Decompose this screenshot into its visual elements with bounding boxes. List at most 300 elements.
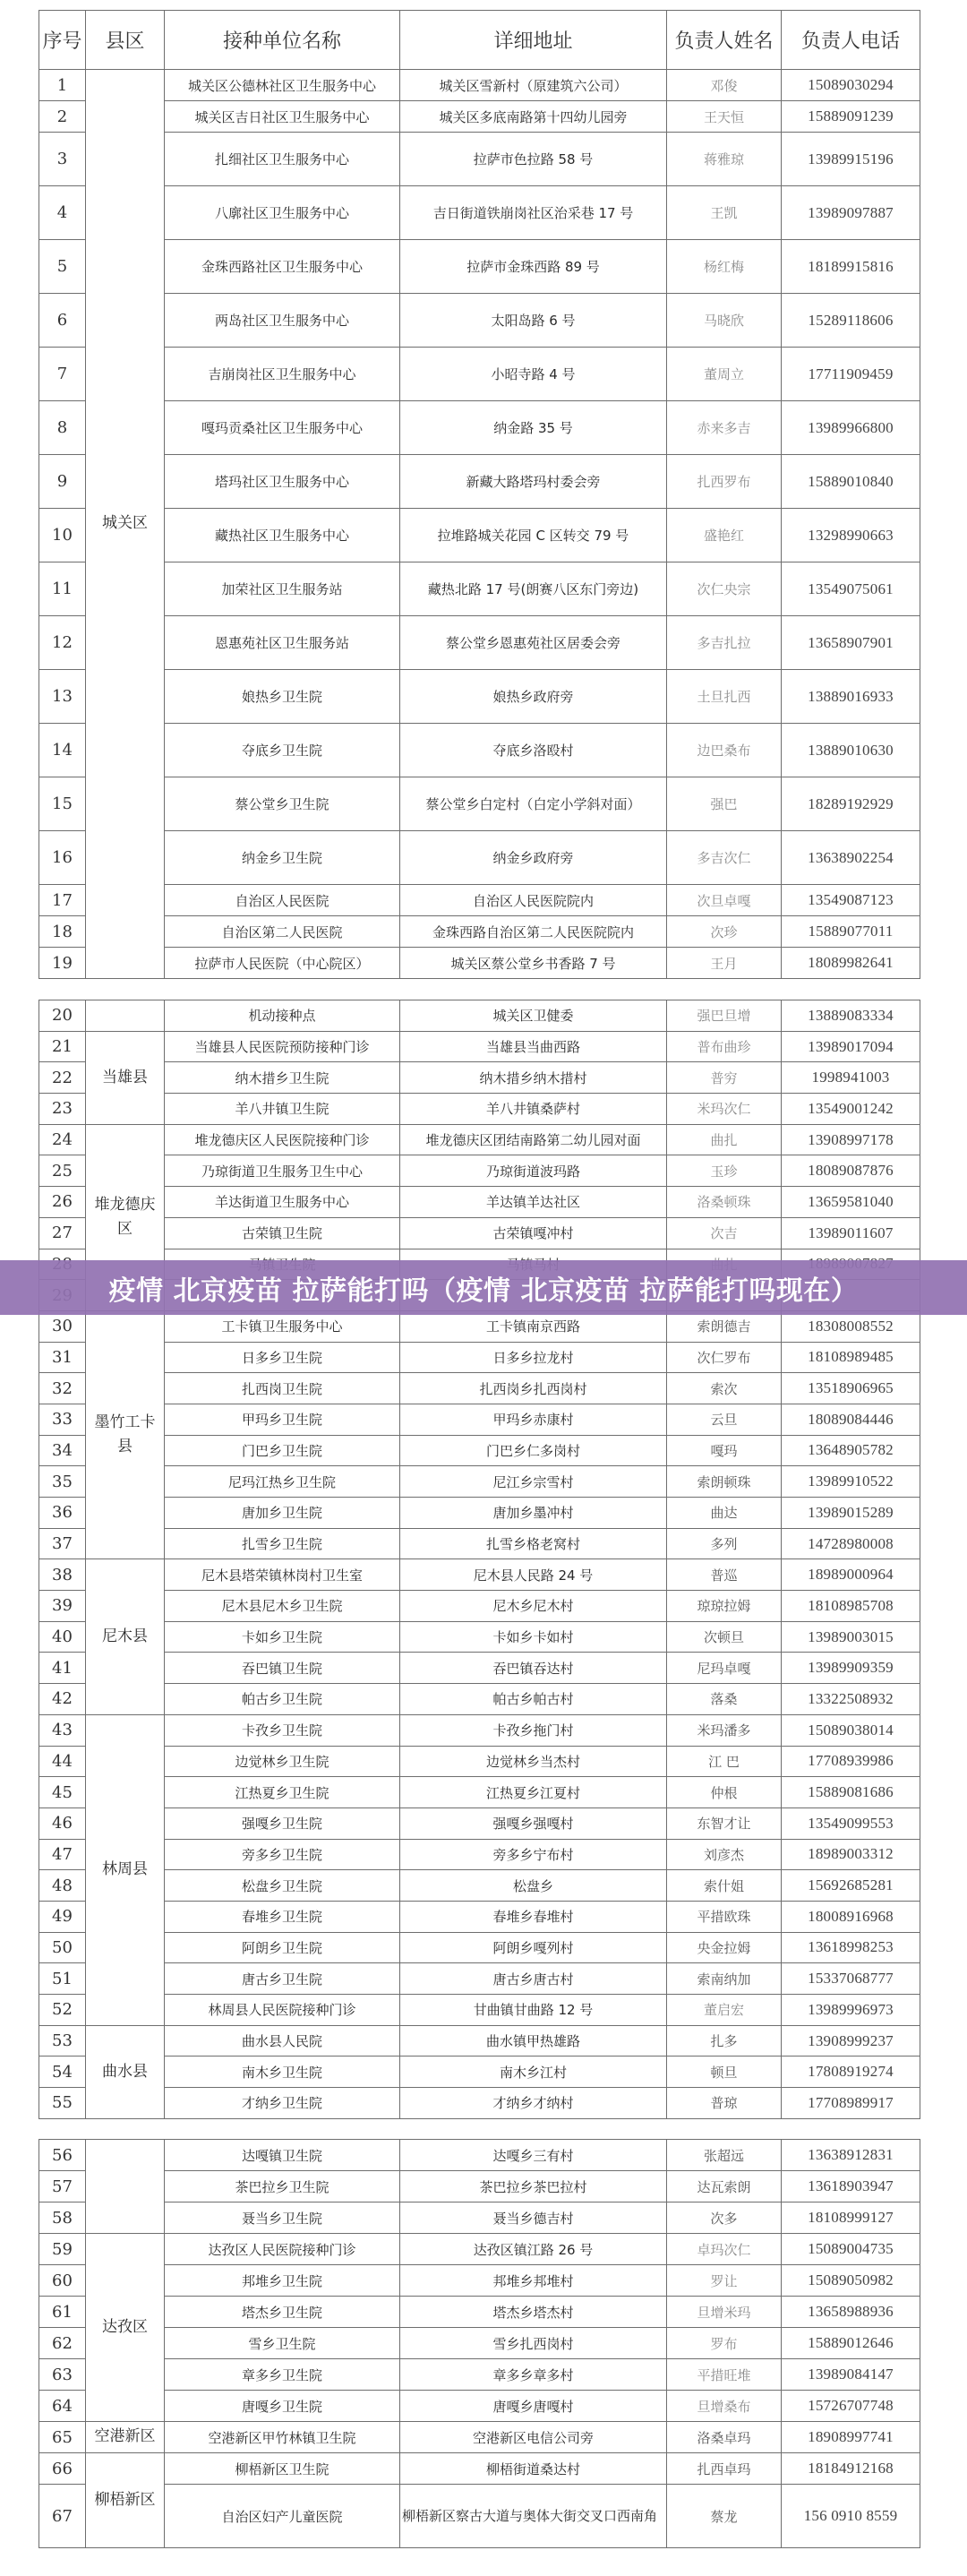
table-row [39, 1559, 920, 1591]
unit-name: 边觉林乡卫生院 [165, 1746, 400, 1777]
unit-name: 曲水县人民院 [165, 2025, 400, 2057]
unit-name: 金珠西路社区卫生服务中心 [165, 240, 400, 294]
row-number: 34 [39, 1435, 86, 1466]
county-cell: 城关区 [86, 70, 165, 979]
contact-name: 卓玛次仁 [667, 2234, 782, 2265]
table-row [39, 1528, 920, 1559]
contact-name: 平措旺堆 [667, 2359, 782, 2391]
contact-phone: 14728980008 [782, 1528, 920, 1559]
table-row [39, 2422, 920, 2453]
unit-name: 夺底乡卫生院 [165, 724, 400, 777]
unit-name: 藏热社区卫生服务中心 [165, 509, 400, 562]
row-number: 44 [39, 1746, 86, 1777]
contact-name: 多列 [667, 1528, 782, 1559]
contact-phone: 18308008552 [782, 1310, 920, 1342]
contact-name: 盛艳红 [667, 509, 782, 562]
row-number: 46 [39, 1807, 86, 1839]
row-number: 14 [39, 724, 86, 777]
contact-name: 达瓦索朗 [667, 2171, 782, 2202]
contact-name: 普穷 [667, 1062, 782, 1094]
table-row [39, 1498, 920, 1529]
vaccination-sites-table-part-2 [39, 1000, 920, 2119]
contact-phone: 15337068777 [782, 1963, 920, 1995]
row-number: 16 [39, 831, 86, 885]
unit-name: 扎细社区卫生服务中心 [165, 133, 400, 186]
header-contact-name: 负责人姓名 [667, 11, 782, 70]
table-row [39, 1591, 920, 1622]
address: 城关区雪新村（原建筑六公司） [400, 70, 667, 101]
contact-name: 曲扎 [667, 1124, 782, 1155]
address: 自治区人民医院院内 [400, 885, 667, 916]
contact-phone: 13618903947 [782, 2171, 920, 2202]
row-number: 25 [39, 1155, 86, 1187]
address: 春堆乡春堆村 [400, 1901, 667, 1932]
row-number: 45 [39, 1777, 86, 1808]
contact-phone: 13658988936 [782, 2297, 920, 2328]
county-cell [86, 1000, 165, 1032]
contact-phone: 18184912168 [782, 2453, 920, 2485]
address: 城关区卫健委 [400, 1000, 667, 1032]
table-row [39, 1839, 920, 1870]
contact-name: 多吉扎拉 [667, 616, 782, 670]
unit-name: 吉崩岗社区卫生服务中心 [165, 348, 400, 401]
row-number: 43 [39, 1714, 86, 1746]
row-number: 5 [39, 240, 86, 294]
unit-name: 古荣镇卫生院 [165, 1217, 400, 1249]
unit-name: 纳金乡卫生院 [165, 831, 400, 885]
row-number: 38 [39, 1559, 86, 1591]
table-row [39, 1621, 920, 1653]
table-row [39, 455, 920, 509]
unit-name: 拉萨市人民医院（中心院区） [165, 948, 400, 979]
table-row [39, 1714, 920, 1746]
row-number: 41 [39, 1653, 86, 1684]
unit-name: 娘热乡卫生院 [165, 670, 400, 724]
address: 阿朗乡嘎列村 [400, 1932, 667, 1963]
address: 堆龙德庆区团结南路第二幼儿园对面 [400, 1124, 667, 1155]
contact-phone: 13658907901 [782, 616, 920, 670]
row-number: 22 [39, 1062, 86, 1094]
table-row [39, 186, 920, 240]
unit-name: 嘎玛贡桑社区卫生服务中心 [165, 401, 400, 455]
table-row [39, 2328, 920, 2359]
unit-name: 南木乡卫生院 [165, 2057, 400, 2088]
row-number: 18 [39, 916, 86, 948]
address: 邦堆乡邦堆村 [400, 2265, 667, 2297]
unit-name: 空港新区甲竹林镇卫生院 [165, 2422, 400, 2453]
table-row [39, 348, 920, 401]
contact-phone: 13989966800 [782, 401, 920, 455]
contact-phone: 13889083334 [782, 1000, 920, 1032]
contact-name: 多吉次仁 [667, 831, 782, 885]
table-row [39, 1466, 920, 1498]
address: 柳梧新区察古大道与奥体大街交叉口西南角 [400, 2485, 667, 2548]
contact-name: 次仁罗布 [667, 1342, 782, 1373]
county-cell: 尼木县 [86, 1559, 165, 1714]
contact-name: 尼玛卓嘎 [667, 1653, 782, 1684]
address: 城关区蔡公堂乡书香路 7 号 [400, 948, 667, 979]
contact-phone: 15089050982 [782, 2265, 920, 2297]
contact-phone: 17708939986 [782, 1746, 920, 1777]
address: 尼木县人民路 24 号 [400, 1559, 667, 1591]
unit-name: 扎西岗卫生院 [165, 1373, 400, 1404]
row-number: 40 [39, 1621, 86, 1653]
unit-name: 林周县人民医院接种门诊 [165, 1995, 400, 2026]
unit-name: 羊达街道卫生服务中心 [165, 1187, 400, 1218]
table-row [39, 133, 920, 186]
row-number: 15 [39, 777, 86, 831]
contact-phone: 18108989485 [782, 1342, 920, 1373]
contact-phone: 18989000964 [782, 1559, 920, 1591]
table-row [39, 2234, 920, 2265]
unit-name: 章多乡卫生院 [165, 2359, 400, 2391]
contact-name: 索什姐 [667, 1870, 782, 1902]
row-number: 26 [39, 1187, 86, 1218]
contact-phone: 18989003312 [782, 1839, 920, 1870]
contact-name: 洛桑顿珠 [667, 1187, 782, 1218]
address: 吞巴镇吞达村 [400, 1653, 667, 1684]
table-row [39, 1901, 920, 1932]
contact-name: 次珍 [667, 916, 782, 948]
contact-name: 董启宏 [667, 1995, 782, 2026]
contact-phone: 13648905782 [782, 1435, 920, 1466]
table-row [39, 101, 920, 133]
contact-phone: 15726707748 [782, 2391, 920, 2422]
contact-name: 顿旦 [667, 2057, 782, 2088]
unit-name: 卡孜乡卫生院 [165, 1714, 400, 1746]
contact-name: 次吉 [667, 1217, 782, 1249]
contact-phone: 18108999127 [782, 2202, 920, 2234]
contact-phone: 13659581040 [782, 1187, 920, 1218]
contact-name: 邓俊 [667, 70, 782, 101]
address: 卡如乡卡如村 [400, 1621, 667, 1653]
unit-name: 雪乡卫生院 [165, 2328, 400, 2359]
row-number: 53 [39, 2025, 86, 2057]
row-number: 67 [39, 2485, 86, 2548]
contact-name: 普布曲珍 [667, 1031, 782, 1062]
county-cell: 堆龙德庆区 [86, 1124, 165, 1310]
contact-phone: 15889091239 [782, 101, 920, 133]
unit-name: 唐嘎乡卫生院 [165, 2391, 400, 2422]
contact-name: 索南纳加 [667, 1963, 782, 1995]
address: 江热夏乡江夏村 [400, 1777, 667, 1808]
contact-name: 云旦 [667, 1404, 782, 1435]
table-row [39, 1870, 920, 1902]
contact-phone: 15889010840 [782, 455, 920, 509]
unit-name: 吞巴镇卫生院 [165, 1653, 400, 1684]
unit-name: 塔玛社区卫生服务中心 [165, 455, 400, 509]
banner-title: 疫情 北京疫苗 拉萨能打吗（疫情 北京疫苗 拉萨能打吗现在） [108, 1275, 859, 1307]
contact-phone: 13549001242 [782, 1094, 920, 1125]
county-cell: 柳梧新区 [86, 2453, 165, 2548]
address: 乃琼街道波玛路 [400, 1155, 667, 1187]
header-serial-number: 序号 [39, 11, 86, 70]
row-number: 2 [39, 101, 86, 133]
contact-phone: 15089030294 [782, 70, 920, 101]
unit-name: 自治区人民医院 [165, 885, 400, 916]
table-row [39, 1435, 920, 1466]
contact-phone: 17708989917 [782, 2088, 920, 2119]
unit-name: 工卡镇卫生服务中心 [165, 1310, 400, 1342]
row-number: 30 [39, 1310, 86, 1342]
unit-name: 柳梧新区卫生院 [165, 2453, 400, 2485]
table-row [39, 2265, 920, 2297]
contact-name: 索朗顿珠 [667, 1466, 782, 1498]
contact-phone: 13989017094 [782, 1031, 920, 1062]
contact-phone: 18108985708 [782, 1591, 920, 1622]
contact-name: 王月 [667, 948, 782, 979]
contact-name: 琼琼拉姆 [667, 1591, 782, 1622]
contact-phone: 13889016933 [782, 670, 920, 724]
table-row [39, 1187, 920, 1218]
row-number: 21 [39, 1031, 86, 1062]
row-number: 31 [39, 1342, 86, 1373]
table-row [39, 1217, 920, 1249]
unit-name: 城关区公德林社区卫生服务中心 [165, 70, 400, 101]
row-number: 19 [39, 948, 86, 979]
unit-name: 恩惠苑社区卫生服务站 [165, 616, 400, 670]
contact-name: 洛桑卓玛 [667, 2422, 782, 2453]
row-number: 39 [39, 1591, 86, 1622]
contact-name: 董周立 [667, 348, 782, 401]
row-number: 36 [39, 1498, 86, 1529]
contact-name: 次多 [667, 2202, 782, 2234]
row-number: 47 [39, 1839, 86, 1870]
table-row [39, 240, 920, 294]
row-number: 65 [39, 2422, 86, 2453]
address: 卡孜乡拖门村 [400, 1714, 667, 1746]
unit-name: 聂当乡卫生院 [165, 2202, 400, 2234]
address: 聂当乡德吉村 [400, 2202, 667, 2234]
county-cell: 林周县 [86, 1714, 165, 2025]
contact-phone: 18008916968 [782, 1901, 920, 1932]
table-row [39, 1777, 920, 1808]
table-row [39, 2025, 920, 2057]
contact-phone: 17711909459 [782, 348, 920, 401]
table-row [39, 724, 920, 777]
address: 拉萨市金珠西路 89 号 [400, 240, 667, 294]
unit-name: 尼木县塔荣镇林岗村卫生室 [165, 1559, 400, 1591]
address: 空港新区电信公司旁 [400, 2422, 667, 2453]
row-number: 63 [39, 2359, 86, 2391]
contact-name: 王凯 [667, 186, 782, 240]
unit-name: 门巴乡卫生院 [165, 1435, 400, 1466]
contact-phone: 15889081686 [782, 1777, 920, 1808]
table-row [39, 1031, 920, 1062]
table-row [39, 1746, 920, 1777]
contact-phone: 18089087876 [782, 1155, 920, 1187]
row-number: 11 [39, 562, 86, 616]
address: 娘热乡政府旁 [400, 670, 667, 724]
contact-phone: 13549075061 [782, 562, 920, 616]
unit-name: 堆龙德庆区人民医院接种门诊 [165, 1124, 400, 1155]
contact-name: 扎西卓玛 [667, 2453, 782, 2485]
contact-phone: 13549087123 [782, 885, 920, 916]
contact-name: 强巴旦增 [667, 1000, 782, 1032]
contact-phone: 13989910522 [782, 1466, 920, 1498]
contact-phone: 13908997178 [782, 1124, 920, 1155]
contact-phone: 13989097887 [782, 186, 920, 240]
address: 尼江乡宗雪村 [400, 1466, 667, 1498]
vaccination-sites-table-part-3 [39, 2139, 920, 2548]
contact-phone: 13618998253 [782, 1932, 920, 1963]
unit-name: 松盘乡卫生院 [165, 1870, 400, 1902]
row-number: 54 [39, 2057, 86, 2088]
row-number: 60 [39, 2265, 86, 2297]
table-row [39, 2088, 920, 2119]
unit-name: 尼木县尼木乡卫生院 [165, 1591, 400, 1622]
unit-name: 扎雪乡卫生院 [165, 1528, 400, 1559]
contact-phone: 13989011607 [782, 1217, 920, 1249]
address: 章多乡章多村 [400, 2359, 667, 2391]
address: 尼木乡尼木村 [400, 1591, 667, 1622]
address: 当雄县当曲西路 [400, 1031, 667, 1062]
table-row [39, 2391, 920, 2422]
row-number: 66 [39, 2453, 86, 2485]
county-cell: 墨竹工卡县 [86, 1310, 165, 1559]
contact-name: 平措欧珠 [667, 1901, 782, 1932]
contact-name: 边巴桑布 [667, 724, 782, 777]
address: 唐嘎乡唐嘎村 [400, 2391, 667, 2422]
address: 旁多乡宁布村 [400, 1839, 667, 1870]
row-number: 35 [39, 1466, 86, 1498]
address: 金珠西路自治区第二人民医院院内 [400, 916, 667, 948]
table-row [39, 1062, 920, 1094]
address: 拉堆路城关花园 C 区转交 79 号 [400, 509, 667, 562]
address: 羊达镇羊达社区 [400, 1187, 667, 1218]
address: 松盘乡 [400, 1870, 667, 1902]
contact-name: 土旦扎西 [667, 670, 782, 724]
contact-phone: 13518906965 [782, 1373, 920, 1404]
table-row [39, 1653, 920, 1684]
unit-name: 加荣社区卫生服务站 [165, 562, 400, 616]
unit-name: 唐加乡卫生院 [165, 1498, 400, 1529]
contact-phone: 15889077011 [782, 916, 920, 948]
address: 日多乡拉龙村 [400, 1342, 667, 1373]
contact-phone: 13989015289 [782, 1498, 920, 1529]
unit-name: 唐古乡卫生院 [165, 1963, 400, 1995]
table-row [39, 1373, 920, 1404]
contact-name: 强巴 [667, 777, 782, 831]
contact-name: 江 巴 [667, 1746, 782, 1777]
address: 古荣镇嘎冲村 [400, 1217, 667, 1249]
table-row [39, 1963, 920, 1995]
address: 拉萨市色拉路 58 号 [400, 133, 667, 186]
contact-phone: 18089084446 [782, 1404, 920, 1435]
unit-name: 蔡公堂乡卫生院 [165, 777, 400, 831]
unit-name: 帕古乡卫生院 [165, 1684, 400, 1715]
address: 蔡公堂乡白定村（白定小学斜对面） [400, 777, 667, 831]
contact-name: 马晓欣 [667, 294, 782, 348]
address: 扎雪乡格老窝村 [400, 1528, 667, 1559]
contact-name: 王天恒 [667, 101, 782, 133]
row-number: 37 [39, 1528, 86, 1559]
row-number: 64 [39, 2391, 86, 2422]
unit-name: 强嘎乡卫生院 [165, 1807, 400, 1839]
contact-phone: 13989915196 [782, 133, 920, 186]
county-cell: 曲水县 [86, 2025, 165, 2118]
row-number: 42 [39, 1684, 86, 1715]
contact-phone: 13908999237 [782, 2025, 920, 2057]
table-row [39, 1000, 920, 1032]
row-number: 55 [39, 2088, 86, 2119]
row-number: 32 [39, 1373, 86, 1404]
table-row [39, 1684, 920, 1715]
contact-phone: 13638902254 [782, 831, 920, 885]
row-number: 51 [39, 1963, 86, 1995]
table-row [39, 1310, 920, 1342]
contact-phone: 15089038014 [782, 1714, 920, 1746]
contact-phone: 13889010630 [782, 724, 920, 777]
contact-phone: 13298990663 [782, 509, 920, 562]
unit-name: 达嘎镇卫生院 [165, 2140, 400, 2171]
table-row [39, 2202, 920, 2234]
row-number: 49 [39, 1901, 86, 1932]
row-number: 62 [39, 2328, 86, 2359]
unit-name: 两岛社区卫生服务中心 [165, 294, 400, 348]
table-row [39, 1155, 920, 1187]
row-number: 13 [39, 670, 86, 724]
table-row [39, 1094, 920, 1125]
table-row [39, 2453, 920, 2485]
table-header-row [39, 11, 920, 70]
unit-name: 达孜区人民医院接种门诊 [165, 2234, 400, 2265]
county-cell: 当雄县 [86, 1031, 165, 1124]
contact-name: 米玛次仁 [667, 1094, 782, 1125]
contact-phone: 13989909359 [782, 1653, 920, 1684]
table-row [39, 1124, 920, 1155]
address: 塔杰乡塔杰村 [400, 2297, 667, 2328]
table-row [39, 670, 920, 724]
unit-name: 当雄县人民医院预防接种门诊 [165, 1031, 400, 1062]
county-cell: 达孜区 [86, 2234, 165, 2422]
table-row [39, 70, 920, 101]
table-row [39, 616, 920, 670]
contact-name: 索朗德吉 [667, 1310, 782, 1342]
county-cell [86, 2140, 165, 2234]
address: 纳金乡政府旁 [400, 831, 667, 885]
contact-name: 普琼 [667, 2088, 782, 2119]
contact-phone: 15289118606 [782, 294, 920, 348]
address: 茶巴拉乡茶巴拉村 [400, 2171, 667, 2202]
contact-phone: 15692685281 [782, 1870, 920, 1902]
table-row [39, 2485, 920, 2548]
row-number: 8 [39, 401, 86, 455]
contact-name: 赤来多吉 [667, 401, 782, 455]
unit-name: 塔杰乡卫生院 [165, 2297, 400, 2328]
contact-phone: 13322508932 [782, 1684, 920, 1715]
contact-name: 次旦卓嘎 [667, 885, 782, 916]
title-banner [0, 1260, 967, 1315]
contact-phone: 15089004735 [782, 2234, 920, 2265]
row-number: 59 [39, 2234, 86, 2265]
table-row [39, 1807, 920, 1839]
row-number: 33 [39, 1404, 86, 1435]
table-row [39, 401, 920, 455]
row-number: 23 [39, 1094, 86, 1125]
contact-phone: 18189915816 [782, 240, 920, 294]
contact-name: 普巡 [667, 1559, 782, 1591]
address: 曲水镇甲热雄路 [400, 2025, 667, 2057]
unit-name: 甲玛乡卫生院 [165, 1404, 400, 1435]
unit-name: 江热夏乡卫生院 [165, 1777, 400, 1808]
address: 纳金路 35 号 [400, 401, 667, 455]
unit-name: 旁多乡卫生院 [165, 1839, 400, 1870]
contact-phone: 1998941003 [782, 1062, 920, 1094]
contact-name: 次仁央宗 [667, 562, 782, 616]
row-number: 17 [39, 885, 86, 916]
address: 藏热北路 17 号(朗赛八区东门旁边) [400, 562, 667, 616]
